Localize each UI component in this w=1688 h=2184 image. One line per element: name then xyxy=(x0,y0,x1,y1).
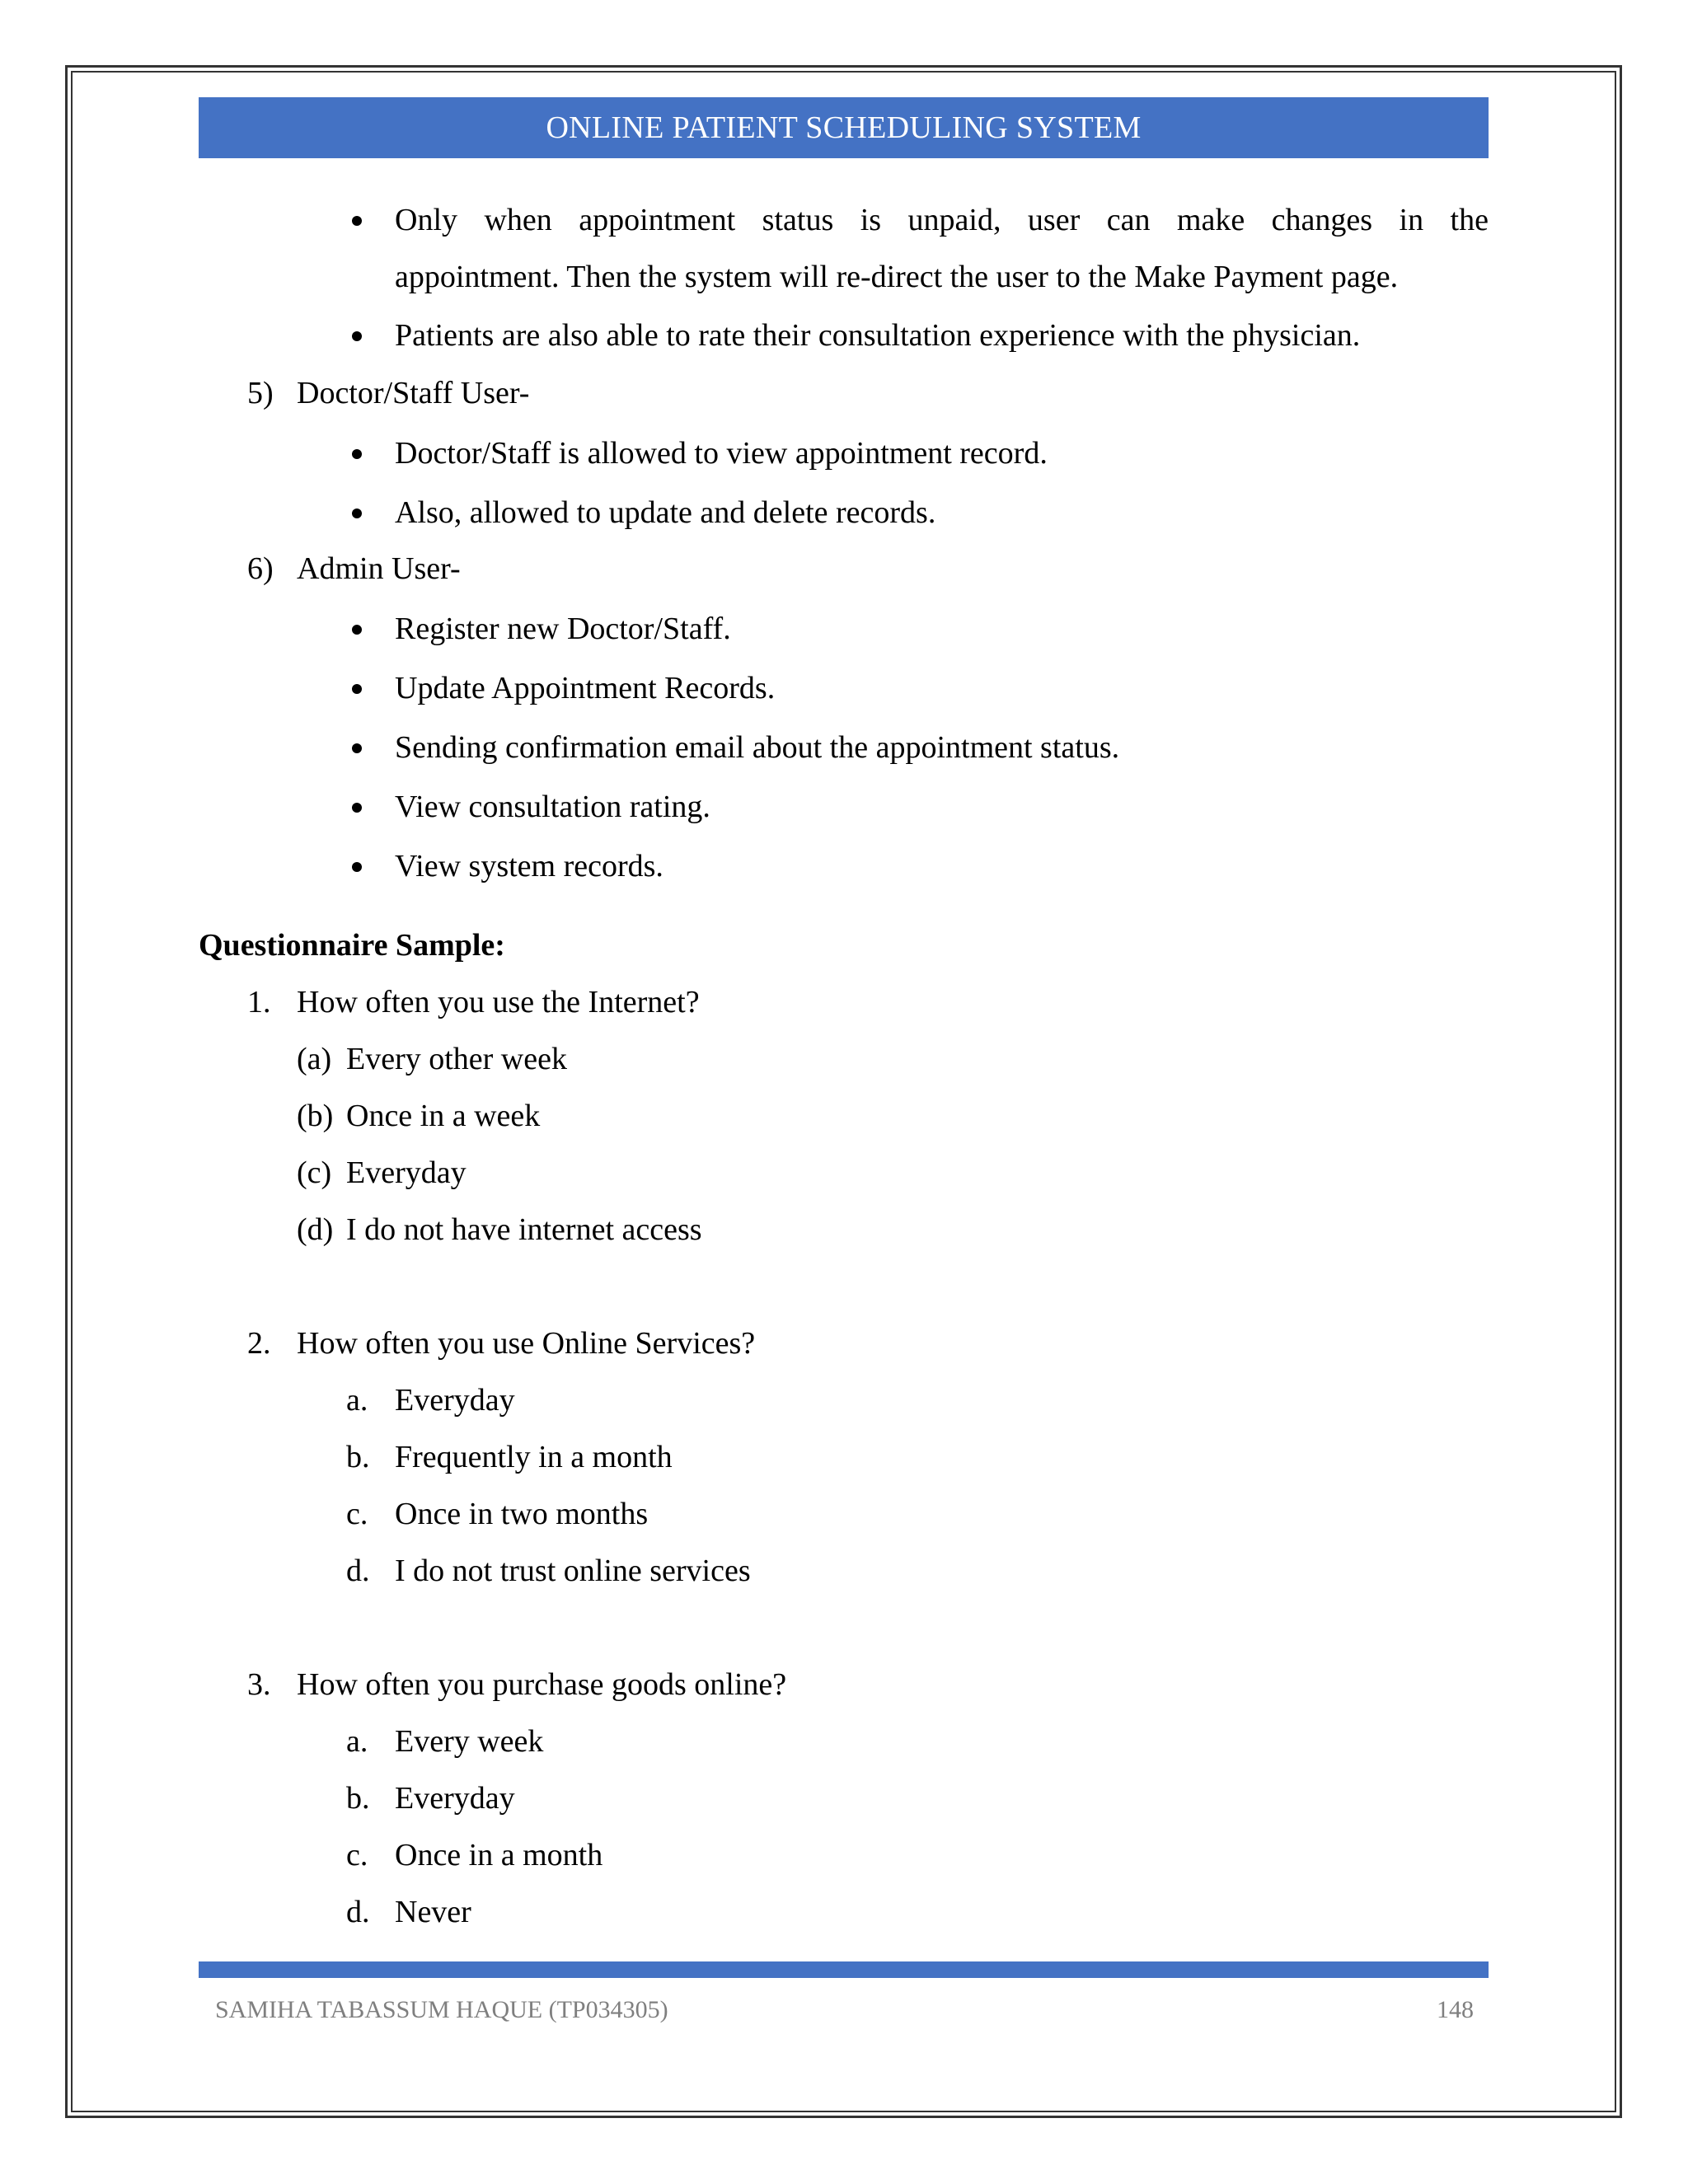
question-number: 3. xyxy=(247,1667,271,1702)
option-marker: c. xyxy=(346,1497,368,1531)
bullet-text: Register new Doctor/Staff. xyxy=(395,612,731,646)
bullet-icon xyxy=(352,862,362,872)
question-number: 1. xyxy=(247,985,271,1019)
option-marker: b. xyxy=(346,1781,370,1816)
option-text: I do not trust online services xyxy=(395,1554,751,1588)
option-marker: a. xyxy=(346,1383,368,1418)
option-text: Everyday xyxy=(395,1781,515,1816)
option-marker: d. xyxy=(346,1895,370,1929)
option-marker: (d) xyxy=(297,1212,334,1247)
bullet-text: Sending confirmation email about the appointment status. xyxy=(395,730,1120,765)
footer-bar xyxy=(199,1961,1489,1978)
bullet-icon xyxy=(352,216,362,226)
option-text: Once in two months xyxy=(395,1497,649,1531)
bullet-icon xyxy=(352,743,362,753)
bullet-text-line: Only when appointment status is unpaid, user can make changes in the xyxy=(395,203,1489,237)
question-text: How often you use the Internet? xyxy=(297,985,700,1019)
bullet-text-line: appointment. Then the system will re-direct the user to the Make Payment page. xyxy=(395,260,1399,294)
option-text: Everyday xyxy=(395,1383,515,1418)
option-text: Everyday xyxy=(346,1155,467,1190)
section-title: Doctor/Staff User- xyxy=(297,376,530,410)
bullet-text: View system records. xyxy=(395,849,663,883)
option-marker: b. xyxy=(346,1440,370,1474)
option-marker: d. xyxy=(346,1554,370,1588)
question-text: How often you purchase goods online? xyxy=(297,1667,787,1702)
questionnaire-heading: Questionnaire Sample: xyxy=(199,928,505,963)
bullet-icon xyxy=(352,803,362,813)
bullet-text: Update Appointment Records. xyxy=(395,671,776,705)
option-text: I do not have internet access xyxy=(346,1212,702,1247)
option-text: Every other week xyxy=(346,1042,567,1076)
bullet-icon xyxy=(352,509,362,518)
option-text: Never xyxy=(395,1895,471,1929)
bullet-icon xyxy=(352,449,362,459)
option-text: Frequently in a month xyxy=(395,1440,673,1474)
section-number: 6) xyxy=(247,551,274,586)
footer-author: SAMIHA TABASSUM HAQUE (TP034305) xyxy=(215,1996,668,2023)
option-marker: a. xyxy=(346,1724,368,1759)
bullet-text: Also, allowed to update and delete records. xyxy=(395,495,936,530)
option-text: Once in a week xyxy=(346,1099,541,1133)
page-header: ONLINE PATIENT SCHEDULING SYSTEM xyxy=(199,97,1489,158)
option-marker: (c) xyxy=(297,1155,332,1190)
bullet-text: View consultation rating. xyxy=(395,790,710,824)
page-number: 148 xyxy=(1437,1996,1474,2023)
option-text: Once in a month xyxy=(395,1838,603,1872)
bullet-text: Doctor/Staff is allowed to view appointment record. xyxy=(395,436,1048,471)
question-number: 2. xyxy=(247,1326,271,1361)
section-title: Admin User- xyxy=(297,551,461,586)
option-marker: (b) xyxy=(297,1099,334,1133)
bullet-icon xyxy=(352,684,362,694)
section-number: 5) xyxy=(247,376,274,410)
question-text: How often you use Online Services? xyxy=(297,1326,756,1361)
bullet-icon xyxy=(352,625,362,635)
option-marker: (a) xyxy=(297,1042,332,1076)
option-text: Every week xyxy=(395,1724,544,1759)
bullet-text: Patients are also able to rate their consultation experience with the physician. xyxy=(395,318,1361,353)
option-marker: c. xyxy=(346,1838,368,1872)
bullet-icon xyxy=(352,331,362,341)
